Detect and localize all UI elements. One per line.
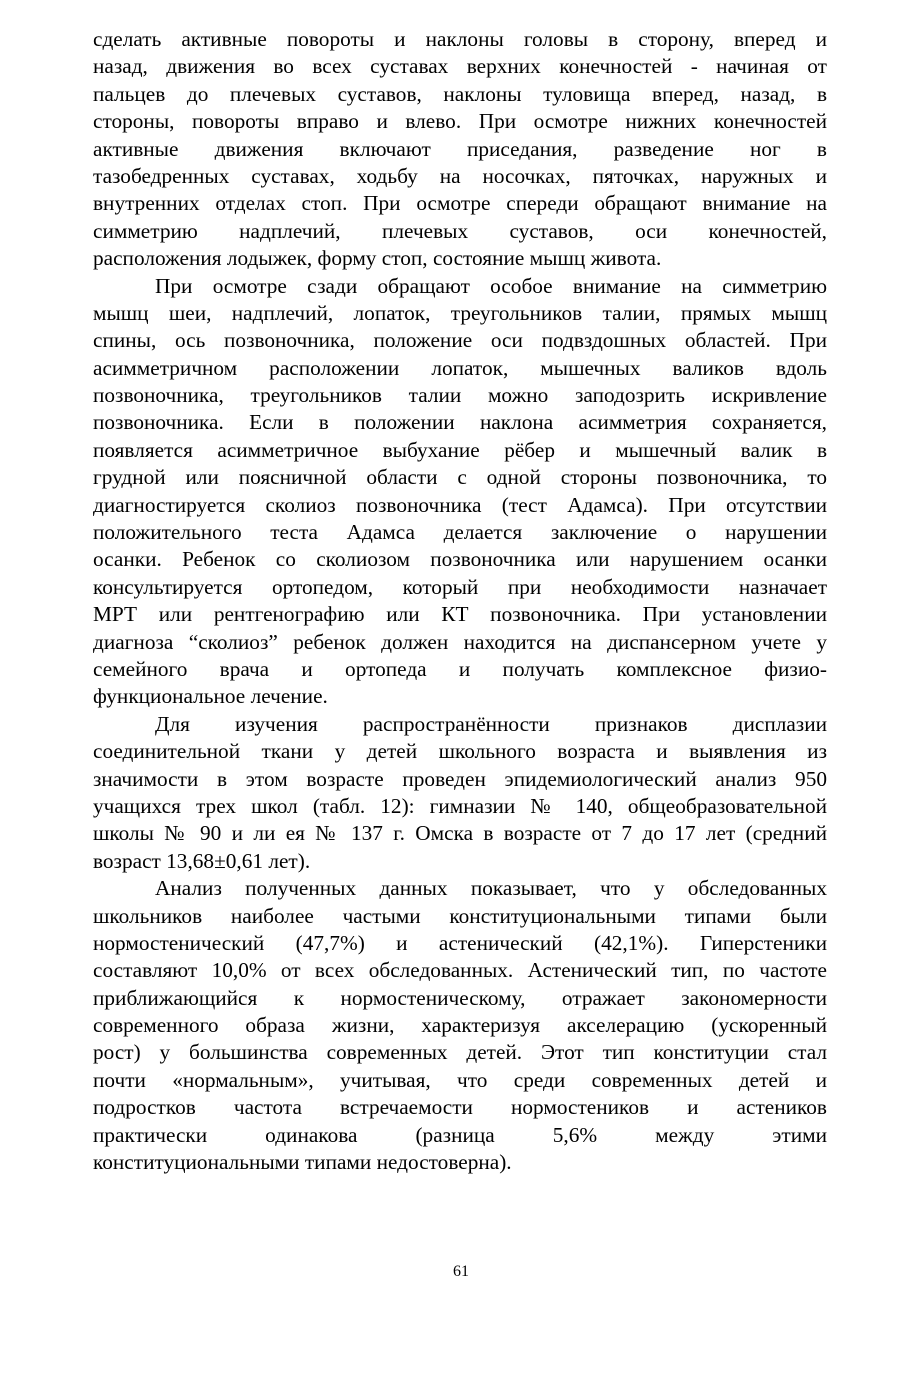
- text-line: рост) у большинства современных детей. Этот тип конституции стал: [93, 1040, 827, 1065]
- page-number: 61: [453, 1263, 469, 1280]
- text-line: сделать активные повороты и наклоны головы в сторону, вперед и: [93, 27, 827, 51]
- document-page: [93, 26, 827, 1176]
- text-line: школы № 90 и ли ея № 137 г. Омска в возрасте от 7 до 17 лет (средний: [93, 821, 827, 846]
- text-line: тазобедренных суставах, ходьбу на носочках, пяточках, наружных и: [93, 163, 827, 188]
- text-line: симметрию надплечий, плечевых суставов, оси конечностей,: [93, 218, 827, 243]
- text-line: внутренних отделах стоп. При осмотре спереди обращают внимание на: [93, 191, 827, 216]
- text-line: При осмотре сзади обращают особое внимание на симметрию: [155, 273, 827, 298]
- text-line: расположения лодыжек, форму стоп, состояние мышц живота.: [93, 246, 662, 271]
- text-line: функциональное лечение.: [93, 684, 328, 709]
- text-line: приближающийся к нормостеническому, отражает закономерности: [93, 985, 827, 1010]
- text-line: практически одинакова (разница 5,6% между этими: [93, 1122, 827, 1147]
- text-line: соединительной ткани у детей школьного возраста и выявления из: [93, 739, 827, 764]
- text-line: консультируется ортопедом, который при необходимости назначает: [93, 574, 827, 599]
- body-text: [93, 26, 827, 1176]
- text-line: появляется асимметричное выбухание рёбер и мышечный валик в: [93, 437, 827, 462]
- text-line: Анализ полученных данных показывает, что у обследованных: [155, 876, 827, 901]
- text-line: конституциональными типами недостоверна).: [93, 1150, 512, 1175]
- text-line: современного образа жизни, характеризуя акселерацию (ускоренный: [93, 1013, 827, 1038]
- text-line: диагностируется сколиоз позвоночника (тест Адамса). При отсутствии: [93, 492, 827, 517]
- text-line: семейного врача и ортопеда и получать комплексное физио-: [93, 656, 827, 681]
- text-line: составляют 10,0% от всех обследованных. Астенический тип, по частоте: [93, 958, 827, 983]
- text-line: позвоночника, треугольников талии можно заподозрить искривление: [93, 383, 827, 408]
- text-line: нормостенический (47,7%) и астенический (42,1%). Гиперстеники: [93, 930, 827, 955]
- text-line: мышц шеи, надплечий, лопаток, треугольников талии, прямых мышц: [93, 300, 827, 325]
- text-line: почти «нормальным», учитывая, что среди современных детей и: [93, 1067, 827, 1092]
- text-line: спины, ось позвоночника, положение оси подвздошных областей. При: [93, 328, 827, 353]
- text-line: стороны, повороты вправо и влево. При осмотре нижних конечностей: [93, 109, 827, 134]
- text-line: активные движения включают приседания, разведение ног в: [93, 136, 827, 161]
- text-line: Для изучения распространённости признаков дисплазии: [155, 711, 827, 736]
- text-line: возраст 13,68±0,61 лет).: [93, 848, 311, 873]
- text-line: положительного теста Адамса делается заключение о нарушении: [93, 520, 827, 545]
- text-line: осанки. Ребенок со сколиозом позвоночника или нарушением осанки: [93, 547, 827, 572]
- text-line: позвоночника. Если в положении наклона асимметрия сохраняется,: [93, 410, 827, 435]
- text-line: грудной или поясничной области с одной стороны позвоночника, то: [93, 465, 827, 490]
- text-line: пальцев до плечевых суставов, наклоны туловища вперед, назад, в: [93, 81, 827, 106]
- text-line: школьников наиболее частыми конституциональными типами были: [93, 903, 827, 928]
- text-line: подростков частота встречаемости нормостеников и астеников: [93, 1095, 827, 1120]
- text-line: учащихся трех школ (табл. 12): гимназии № 140, общеобразовательной: [93, 793, 827, 818]
- text-line: назад, движения во всех суставах верхних конечностей - начиная от: [93, 54, 827, 79]
- paragraph: [93, 875, 827, 1176]
- text-line: диагноза “сколиоз” ребенок должен находится на диспансерном учете у: [93, 629, 827, 654]
- text-line: асимметричном расположении лопаток, мышечных валиков вдоль: [93, 355, 827, 380]
- paragraph: [93, 26, 827, 273]
- paragraph: [93, 273, 827, 711]
- text-line: МРТ или рентгенографию или КТ позвоночника. При установлении: [93, 602, 827, 627]
- paragraph: [93, 711, 827, 875]
- text-line: значимости в этом возрасте проведен эпидемиологический анализ 950: [93, 766, 827, 791]
